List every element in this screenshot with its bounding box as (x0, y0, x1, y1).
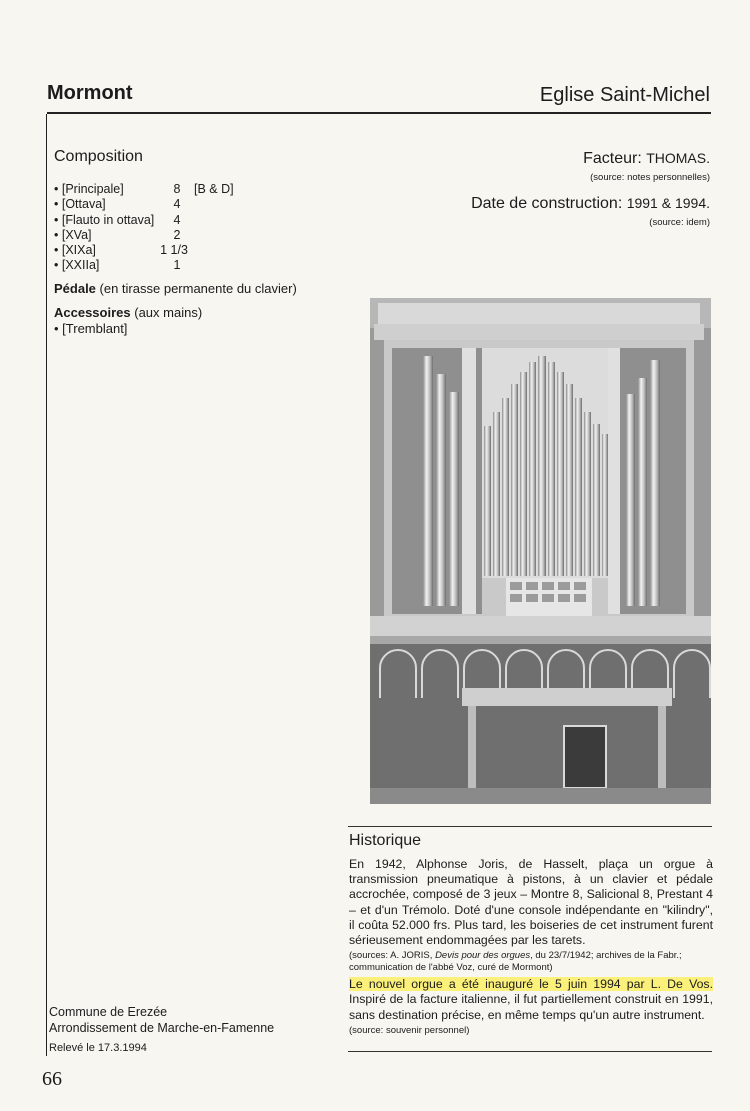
arrondissement-name: Arrondissement de Marche-en-Famenne (49, 1021, 275, 1035)
stop-name: • [Ottava] (54, 197, 106, 212)
construction-label: Date de construction: (471, 195, 627, 212)
historique-bottom-rule (348, 1051, 712, 1052)
header-rule (47, 112, 711, 114)
stop-row (54, 243, 314, 258)
page-header-church: Eglise Saint-Michel (539, 84, 710, 106)
stop-row (54, 197, 314, 212)
source-title: Devis pour des orgues (435, 950, 531, 962)
facteur-source: (source: notes personnelles) (590, 172, 710, 183)
stop-extra: [B & D] (194, 182, 234, 196)
accessories-label: Accessoires (54, 305, 131, 320)
historique-rule (348, 826, 712, 827)
accessories-block (54, 305, 202, 337)
source-text: , du 23/7/1942; archives de la Fabr.; communication de l'abbé Voz, curé de Mormont) (349, 950, 682, 973)
page-number: 66 (42, 1068, 62, 1090)
stop-name: • [Flauto in ottava] (54, 212, 155, 227)
stop-feet: 4 (173, 212, 181, 227)
historique-source-2: (source: souvenir personnel) (349, 1024, 470, 1036)
historique-sources (349, 950, 713, 973)
stop-row (54, 213, 314, 228)
historique-paragraph: En 1942, Alphonse Joris, de Hasselt, plaça un orgue à transmission pneumatique à pistons, à un clavier et pédale accrochée, composé de 3 jeux – Montre 8, Salicional 8, Prestant 4 – et d'un Trémolo. Doté d'une console indépendante en "kilindry", il coûta 52.000 frs. Plus tard, les boiseries de cet instrument furent sérieusement endommagées par les tarets. (349, 857, 713, 948)
stop-feet: 8 (173, 182, 181, 196)
stop-feet: 4 (173, 197, 181, 212)
pedal-line (54, 281, 297, 296)
stop-feet: 2 (173, 227, 181, 242)
historique-text: Inspiré de la facture italienne, il fut partiellement construit en 1991, sans destination précise, en même temps qu'un autre instrument. (349, 992, 713, 1022)
pedal-label: Pédale (54, 281, 96, 296)
page-header-place: Mormont (47, 82, 133, 104)
left-rule (46, 114, 47, 1056)
stop-list (54, 182, 314, 274)
releve-date: Relevé le 17.3.1994 (49, 1042, 147, 1054)
stop-feet: 1 1/3 (160, 243, 188, 258)
highlighted-sentence: Le nouvel orgue a été inauguré le 5 juin 1994 par L. De Vos. (349, 977, 713, 992)
historique-title: Historique (349, 832, 422, 849)
source-text: (sources: A. JORIS, (349, 950, 436, 962)
composition-title: Composition (54, 148, 143, 165)
facteur-line (583, 150, 710, 168)
stop-name: • [XXIIa] (54, 258, 100, 273)
facteur-value: THOMAS. (646, 150, 710, 166)
stop-feet: 1 (173, 258, 181, 273)
stop-row (54, 258, 314, 273)
stop-row (54, 182, 314, 197)
stop-name: • [XVa] (54, 227, 92, 242)
construction-line (471, 195, 710, 213)
historique-body (349, 857, 713, 1036)
accessories-text: (aux mains) (130, 305, 203, 320)
pedal-text: (en tirasse permanente du clavier) (95, 281, 297, 296)
commune-block (49, 1004, 274, 1036)
stop-name: • [Principale] (54, 182, 124, 196)
stop-row (54, 228, 314, 243)
construction-source: (source: idem) (649, 217, 710, 228)
stop-name: • [XIXa] (54, 243, 96, 258)
historique-paragraph-2 (349, 977, 713, 1023)
facteur-label: Facteur: (583, 150, 647, 167)
commune-name: Commune de Erezée (49, 1005, 168, 1019)
accessory-item: • [Tremblant] (54, 321, 128, 336)
construction-value: 1991 & 1994. (626, 195, 710, 211)
organ-photo (370, 298, 711, 804)
